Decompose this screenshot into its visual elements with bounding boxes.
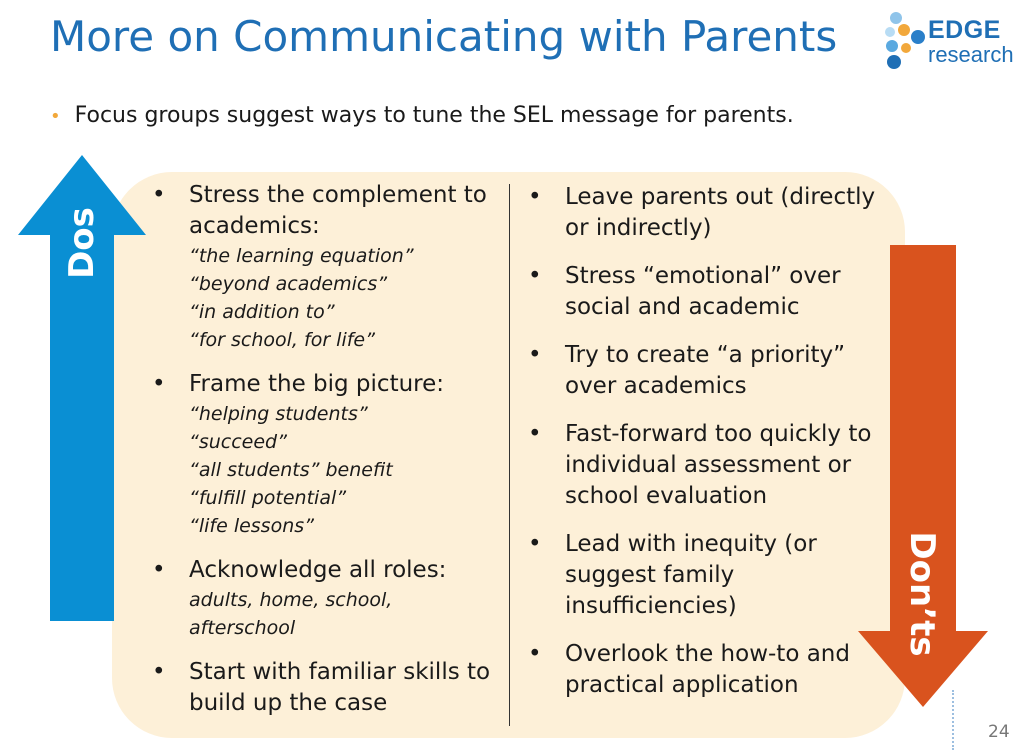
donts-item-text: Lead with inequity (or suggest family insufficiencies): [565, 531, 817, 619]
donts-item: [528, 182, 878, 244]
bullet-icon: •: [152, 182, 166, 208]
bullet-icon: •: [152, 557, 166, 583]
dos-item: [152, 555, 504, 642]
dos-item-text: Stress the complement to academics:: [189, 182, 487, 239]
bullet-icon: •: [528, 342, 542, 368]
donts-item-text: Overlook the how-to and practical application: [565, 641, 850, 698]
quote-line: “the learning equation”: [189, 245, 414, 267]
donts-list: [528, 182, 878, 718]
column-divider: [509, 184, 510, 726]
donts-item: [528, 529, 878, 622]
quote-line: “helping students”: [189, 403, 368, 425]
intro-bullet: [50, 103, 794, 128]
quote-line: “fulfill potential”: [189, 487, 347, 509]
donts-item: [528, 639, 878, 701]
dos-item-quotes: [189, 586, 504, 642]
logo-wordmark-research: research: [928, 42, 1014, 67]
logo-dots-icon: [884, 10, 932, 72]
quote-line: “life lessons”: [189, 515, 314, 537]
donts-item-text: Try to create “a priority” over academics: [565, 342, 845, 399]
slide-title: More on Communicating with Parents: [50, 12, 838, 61]
dos-item: [152, 180, 504, 354]
logo-wordmark-edge: EDGE: [928, 16, 1001, 44]
quote-line: “succeed”: [189, 431, 287, 453]
dos-item-text: Frame the big picture:: [189, 371, 445, 397]
decorative-dotted-line: [952, 690, 956, 750]
bullet-dot-icon: •: [50, 106, 61, 127]
bullet-icon: •: [528, 421, 542, 447]
dos-item: [152, 657, 504, 719]
quote-line: “for school, for life”: [189, 329, 375, 351]
dos-item-quotes: [189, 242, 504, 354]
bullet-icon: •: [528, 263, 542, 289]
bullet-icon: •: [152, 371, 166, 397]
intro-bullet-text: Focus groups suggest ways to tune the SEL message for parents.: [74, 103, 794, 128]
bullet-icon: •: [528, 184, 542, 210]
dos-item-text: Start with familiar skills to build up the case: [189, 659, 491, 716]
donts-item-text: Leave parents out (directly or indirectly): [565, 184, 876, 241]
quote-line: “beyond academics”: [189, 273, 388, 295]
bullet-icon: •: [152, 659, 166, 685]
dos-item-quotes: [189, 400, 504, 540]
quote-line: “in addition to”: [189, 301, 335, 323]
donts-item-text: Fast-forward too quickly to individual assessment or school evaluation: [565, 421, 872, 509]
quote-line: “all students” benefit: [189, 459, 393, 481]
quote-line: adults, home, school,: [189, 589, 393, 611]
donts-item: [528, 261, 878, 323]
dos-item-text: Acknowledge all roles:: [189, 557, 447, 583]
page-number: 24: [988, 722, 1010, 742]
donts-label: Don’ts: [902, 531, 942, 657]
bullet-icon: •: [528, 641, 542, 667]
edge-research-logo: [884, 10, 1024, 72]
dos-list: [152, 180, 504, 734]
donts-item: [528, 419, 878, 512]
dos-item: [152, 369, 504, 540]
bullet-icon: •: [528, 531, 542, 557]
quote-line: afterschool: [189, 617, 296, 639]
dos-label: Dos: [62, 207, 102, 279]
donts-item: [528, 340, 878, 402]
donts-item-text: Stress “emotional” over social and academic: [565, 263, 841, 320]
